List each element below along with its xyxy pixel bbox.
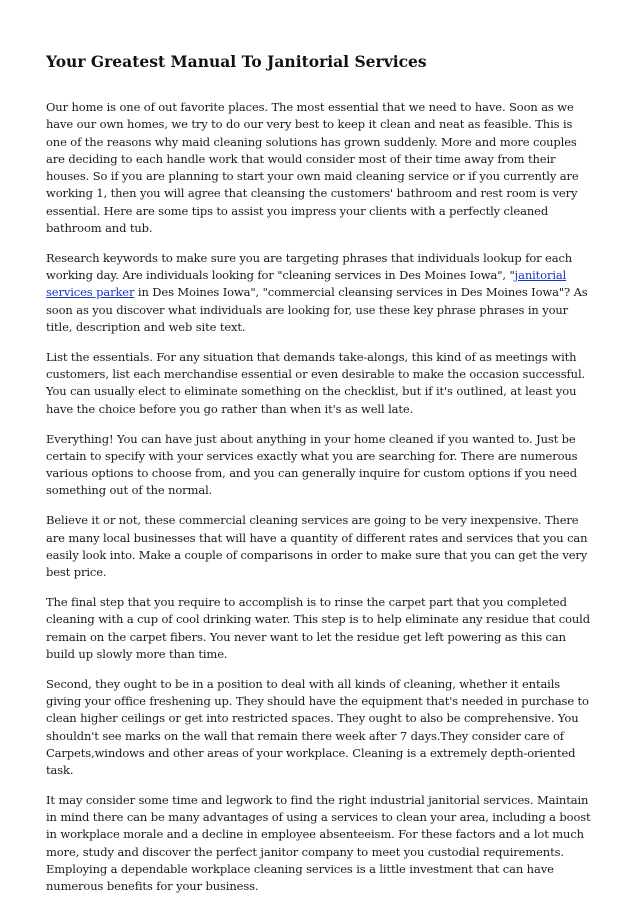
paragraph-rinse: The final step that you require to accomplish is to rinse the carpet part that you completed cleaning with a cup of cool drinking water. This step is to help eliminate any residue that could remain on the carpet fibers. You never want to let the residue get left powering as this can build up slowly more than time. <box>46 594 590 661</box>
document-page <box>46 52 594 908</box>
document-title: Your Greatest Manual To Janitorial Services <box>46 52 427 71</box>
paragraph-conclusion: It may consider some time and legwork to find the right industrial janitorial services. Maintain in mind there can be many advantages of using a services to clean your area, including a boost in workplace morale and a decline in employee absenteeism. For these factors and a lot much more, study and discover the perfect janitor company to meet you custodial requirements. Employing a dependable workplace cleaning services is a little investment that can have numerous benefits for your business. <box>46 792 591 894</box>
paragraph-keywords-after: in Des Moines Iowa", "commercial cleansing services in Des Moines Iowa"? As soon as you discover what individuals are looking for, use these key phrase phrases in your title, description and web site text. <box>46 285 588 335</box>
janitorial-services-link[interactable]: janitorial services parker <box>46 268 567 300</box>
paragraph-essentials: List the essentials. For any situation that demands take-alongs, this kind of as meetings with customers, list each merchandise essential or even desirable to make the occasion successful. You can usually elect to eliminate something on the checklist, but if it's outlined, at least you have the choice before you go rather than when it's as well late. <box>46 349 586 416</box>
paragraph-second: Second, they ought to be in a position to deal with all kinds of cleaning, whether it entails giving your office freshening up. They should have the equipment that's needed in purchase to clean higher ceilings or get into restricted spaces. They ought to also be comprehensive. You shouldn't see marks on the wall that remain there week after 7 days.They consider care of Carpets,windows and other areas of your workplace. Cleaning is a extremely depth-oriented task. <box>46 676 589 778</box>
paragraph-intro: Our home is one of out favorite places. The most essential that we need to have. Soon as we have our own homes, we try to do our very best to keep it clean and neat as feasible. This is one of the reasons why maid cleaning solutions has grown suddenly. More and more couples are deciding to each handle work that would consider most of their time away from their houses. So if you are planning to start your own maid cleaning service or if you currently are working 1, then you will agree that cleansing the customers' bathroom and rest room is very essential. Here are some tips to assist you impress your clients with a perfectly cleaned bathroom and tub. <box>46 100 579 236</box>
paragraph-everything: Everything! You can have just about anything in your home cleaned if you wanted to. Just be certain to specify with your services exactly what you are searching for. There are numerous various options to choose from, and you can generally inquire for custom options if you need something out of the normal. <box>46 431 578 498</box>
paragraph-keywords-before: Research keywords to make sure you are targeting phrases that individuals lookup for each working day. Are individuals looking for "cleaning services in Des Moines Iowa", " <box>46 250 573 283</box>
paragraph-inexpensive: Believe it or not, these commercial cleaning services are going to be very inexpensive. There are many local businesses that will have a quantity of different rates and services that you can easily look into. Make a couple of comparisons in order to make sure that you can get the very best price. <box>46 513 588 580</box>
paragraph-keywords <box>46 250 594 336</box>
